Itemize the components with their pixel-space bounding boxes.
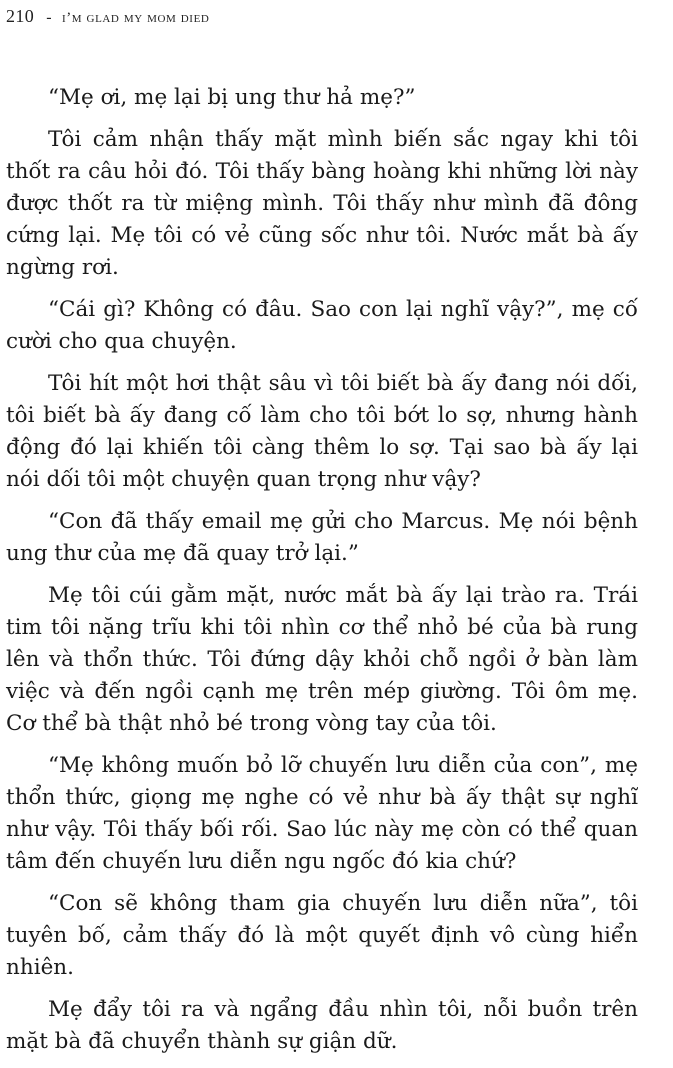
paragraph: “Con đã thấy email mẹ gửi cho Marcus. Mẹ nói bệnh ung thư của mẹ đã quay trở lại.” [6, 509, 638, 566]
paragraph: “Mẹ không muốn bỏ lỡ chuyến lưu diễn của con”, mẹ thổn thức, giọng mẹ nghe có vẻ như bà ấy thật sự nghĩ như vậy. Tôi thấy bối rối. Sao lúc này mẹ còn có thể quan tâm đến chuyến lưu diễn ngu ngốc đó kia chứ? [6, 753, 638, 874]
paragraph: “Mẹ ơi, mẹ lại bị ung thư hả mẹ?” [48, 85, 416, 110]
body-text [6, 82, 638, 1068]
paragraph: “Cái gì? Không có đâu. Sao con lại nghĩ vậy?”, mẹ cố cười cho qua chuyện. [6, 297, 638, 354]
page-number: 210 [6, 6, 35, 26]
running-header [6, 6, 209, 27]
book-title: i’m glad my mom died [61, 10, 210, 26]
paragraph: Tôi hít một hơi thật sâu vì tôi biết bà ấy đang nói dối, tôi biết bà ấy đang cố làm cho tôi bớt lo sợ, nhưng hành động đó lại khiến tôi càng thêm lo sợ. Tại sao bà ấy lại nói dối tôi một chuyện quan trọng như vậy? [6, 371, 638, 492]
paragraph: Mẹ tôi cúi gằm mặt, nước mắt bà ấy lại trào ra. Trái tim tôi nặng trĩu khi tôi nhìn cơ thể nhỏ bé của bà rung lên và thổn thức. Tôi đứng dậy khỏi chỗ ngồi ở bàn làm việc và đến ngồi cạnh mẹ trên mép giường. Tôi ôm mẹ. Cơ thể bà thật nhỏ bé trong vòng tay của tôi. [6, 583, 638, 736]
paragraph: Mẹ đẩy tôi ra và ngẩng đầu nhìn tôi, nỗi buồn trên mặt bà đã chuyển thành sự giận dữ. [6, 997, 638, 1054]
header-separator: - [46, 9, 52, 26]
paragraph: Tôi cảm nhận thấy mặt mình biến sắc ngay khi tôi thốt ra câu hỏi đó. Tôi thấy bàng hoàng khi những lời này được thốt ra từ miệng mình. Tôi thấy như mình đã đông cứng lại. Mẹ tôi có vẻ cũng sốc như tôi. Nước mắt bà ấy ngừng rơi. [6, 127, 638, 280]
paragraph: “Con sẽ không tham gia chuyến lưu diễn nữa”, tôi tuyên bố, cảm thấy đó là một quyết định vô cùng hiển nhiên. [6, 891, 638, 980]
